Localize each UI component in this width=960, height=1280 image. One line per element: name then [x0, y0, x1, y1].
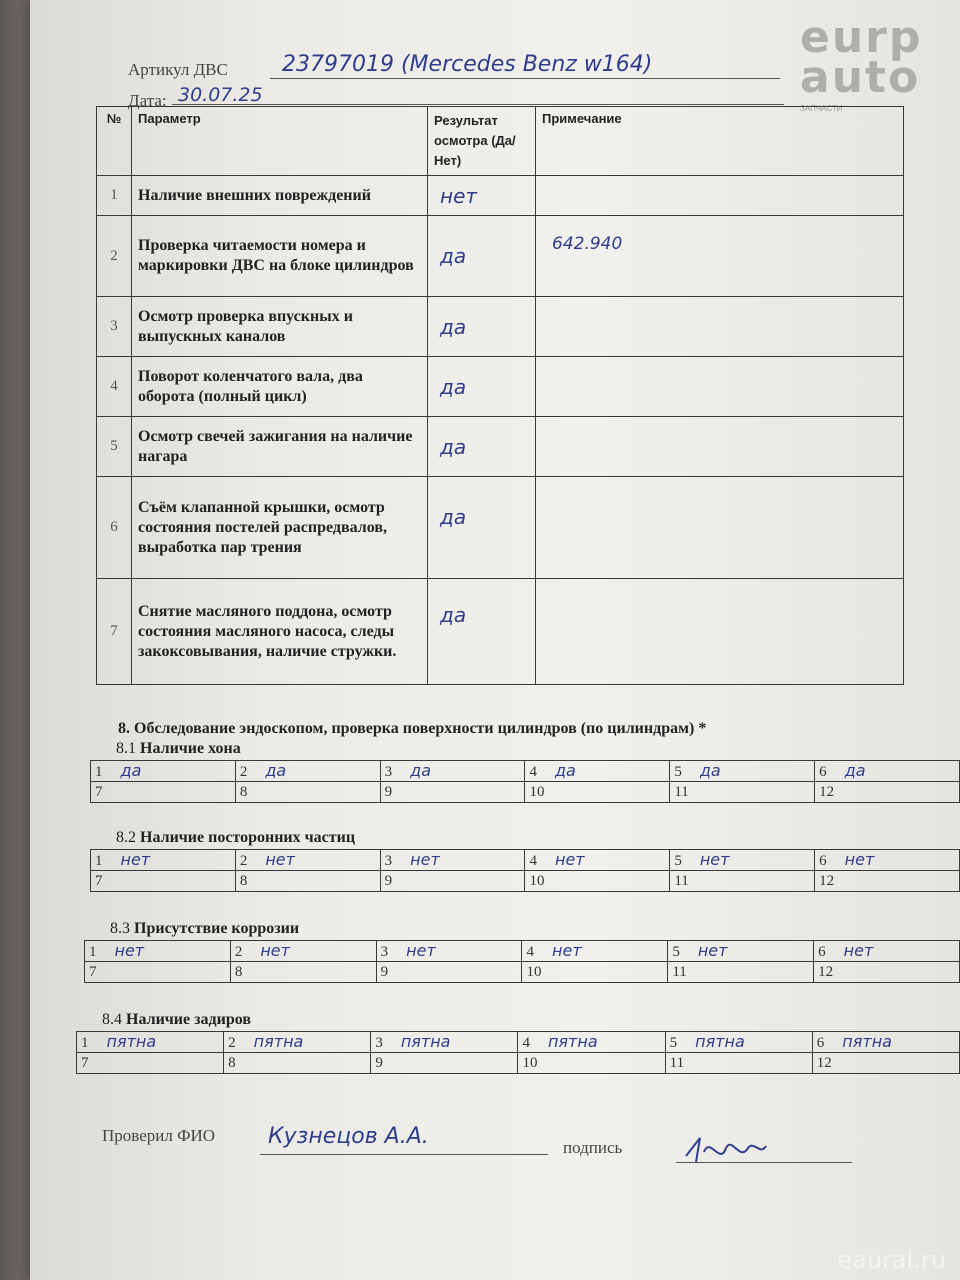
cylinder-table — [84, 940, 960, 983]
subsection-number: 8.1 — [116, 740, 136, 757]
checked-label: Проверил ФИО — [102, 1126, 216, 1145]
row-param: Снятие масляного поддона, осмотр состояния масляного насоса, следы закоксовывания, наличие стружки. — [132, 579, 428, 685]
row-note — [536, 477, 904, 579]
cylinder-cell — [522, 962, 668, 983]
cylinder-number: 9 — [380, 963, 389, 980]
cylinder-cell — [380, 761, 525, 782]
cylinder-cell — [371, 1032, 518, 1053]
cylinder-number: 8 — [239, 872, 248, 889]
subsection-label: Наличие хона — [140, 740, 241, 757]
cylinder-cell — [670, 761, 815, 782]
cylinder-number: 7 — [95, 783, 103, 800]
cylinder-cell — [85, 962, 231, 983]
table-row — [97, 357, 904, 417]
date-underline — [172, 104, 784, 105]
table-row — [97, 297, 904, 357]
cylinder-table — [90, 760, 960, 803]
row-num: 3 — [97, 297, 132, 357]
cylinder-number: 4 — [522, 1035, 530, 1051]
cylinder-row — [85, 941, 960, 962]
cylinder-number: 1 — [81, 1035, 89, 1051]
cylinder-table — [76, 1031, 960, 1074]
cylinder-result: нет — [114, 941, 145, 960]
row-param: Проверка читаемости номера и маркировки ДВС на блоке цилиндров — [132, 216, 428, 297]
cylinder-number: 1 — [89, 944, 97, 960]
logo-line2: auto — [800, 52, 921, 103]
cylinder-result: нет — [699, 850, 730, 869]
cylinder-cell — [380, 850, 525, 871]
cylinder-result: да — [265, 761, 287, 780]
row-num: 4 — [97, 357, 132, 417]
row-result: да — [428, 477, 536, 579]
cylinder-result: нет — [554, 850, 585, 869]
cylinder-cell — [670, 782, 815, 803]
sign-label: подпись — [563, 1138, 623, 1157]
cylinder-number: 11 — [672, 963, 687, 980]
cylinder-cell — [670, 850, 815, 871]
cylinder-cell — [376, 962, 522, 983]
cylinder-number: 12 — [819, 872, 835, 889]
section8-title: 8. Обследование эндоскопом, проверка поверхности цилиндров (по цилиндрам) * — [118, 720, 707, 737]
cylinder-cell — [525, 761, 670, 782]
cylinder-result: нет — [120, 850, 151, 869]
sign-underline — [676, 1162, 852, 1163]
logo-tagline: ЗАПЧАСТИ — [800, 104, 843, 113]
cylinder-cell — [525, 850, 670, 871]
cylinder-row — [77, 1032, 960, 1053]
cylinder-number: 4 — [529, 764, 537, 780]
cylinder-result: да — [120, 761, 142, 780]
cylinder-cell — [665, 1032, 812, 1053]
row-param: Осмотр проверка впускных и выпускных каналов — [132, 297, 428, 357]
cylinder-result: да — [844, 761, 866, 780]
inspection-table — [96, 106, 904, 685]
cylinder-number: 8 — [239, 783, 248, 800]
cylinder-number: 5 — [672, 944, 680, 960]
cylinder-cell — [380, 782, 525, 803]
cylinder-cell — [525, 782, 670, 803]
row-result: да — [428, 216, 536, 297]
cylinder-cell — [668, 941, 814, 962]
cylinder-result: нет — [406, 941, 436, 960]
cylinder-number: 7 — [81, 1054, 89, 1071]
cylinder-cell — [91, 782, 236, 803]
row-result: нет — [428, 176, 536, 216]
cylinder-number: 3 — [375, 1035, 383, 1051]
subsection-number: 8.3 — [110, 920, 130, 937]
cylinder-row — [85, 962, 960, 983]
cylinder-cell — [665, 1053, 812, 1074]
cylinder-number: 6 — [818, 944, 826, 960]
cylinder-number: 9 — [384, 783, 393, 800]
table-header-row — [97, 107, 904, 176]
row-note — [536, 176, 904, 216]
row-param: Поворот коленчатого вала, два оборота (полный цикл) — [132, 357, 428, 417]
row-num: 2 — [97, 216, 132, 297]
cylinder-number: 3 — [380, 944, 389, 960]
cylinder-number: 8 — [234, 963, 243, 980]
cylinder-number: 12 — [818, 963, 834, 980]
row-num: 6 — [97, 477, 132, 579]
signature-icon — [680, 1126, 770, 1176]
cylinder-number: 8 — [228, 1054, 236, 1071]
cylinder-number: 10 — [522, 1054, 538, 1071]
cylinder-cell — [85, 941, 231, 962]
cylinder-cell — [815, 850, 960, 871]
cylinder-cell — [815, 871, 960, 892]
cylinder-number: 11 — [674, 783, 689, 800]
date-value: 30.07.25 — [178, 84, 263, 106]
cylinder-row — [91, 761, 960, 782]
cylinder-number: 5 — [674, 853, 682, 869]
cylinder-cell — [814, 962, 960, 983]
cylinder-result: нет — [265, 850, 295, 869]
cylinder-number: 10 — [526, 963, 542, 980]
row-param: Съём клапанной крышки, осмотр состояния постелей распредвалов, выработка пар трения — [132, 477, 428, 579]
table-row — [97, 477, 904, 579]
row-result: да — [428, 297, 536, 357]
subsection-number: 8.4 — [102, 1011, 122, 1028]
cylinder-cell — [230, 941, 376, 962]
article-label: Артикул ДВС — [128, 60, 228, 79]
cylinder-number: 1 — [95, 764, 103, 780]
cylinder-number: 2 — [234, 944, 243, 960]
cylinder-result: пятна — [547, 1032, 598, 1051]
watermark: eaural.ru — [837, 1246, 946, 1274]
table-row — [97, 417, 904, 477]
table-row — [97, 579, 904, 685]
cylinder-cell — [224, 1032, 371, 1053]
cylinder-number: 7 — [95, 872, 103, 889]
row-result: да — [428, 417, 536, 477]
header-param: Параметр — [132, 107, 428, 176]
cylinder-number: 4 — [526, 944, 534, 960]
row-num: 1 — [97, 176, 132, 216]
cylinder-cell — [230, 962, 376, 983]
cylinder-number: 9 — [375, 1054, 383, 1071]
cylinder-cell — [77, 1053, 224, 1074]
cylinder-cell — [380, 871, 525, 892]
cylinder-cell — [812, 1032, 959, 1053]
row-param: Осмотр свечей зажигания на наличие нагара — [132, 417, 428, 477]
cylinder-row — [77, 1053, 960, 1074]
row-param: Наличие внешних повреждений — [132, 176, 428, 216]
cylinder-result: да — [554, 761, 576, 780]
cylinder-result: нет — [844, 850, 875, 869]
cylinder-number: 11 — [674, 872, 689, 889]
cylinder-number: 2 — [228, 1035, 236, 1051]
row-note — [536, 297, 904, 357]
subsection-number: 8.2 — [116, 829, 136, 846]
row-note — [536, 417, 904, 477]
cylinder-number: 5 — [674, 764, 682, 780]
row-note — [536, 357, 904, 417]
row-result: да — [428, 579, 536, 685]
cylinder-cell — [371, 1053, 518, 1074]
cylinder-cell — [518, 1032, 665, 1053]
subsection-title — [110, 920, 299, 938]
subsection-label: Наличие задиров — [126, 1011, 252, 1028]
row-num: 5 — [97, 417, 132, 477]
cylinder-table — [90, 849, 960, 892]
cylinder-cell — [235, 782, 380, 803]
cylinder-cell — [235, 871, 380, 892]
subsection-title — [102, 1011, 251, 1029]
cylinder-cell — [91, 761, 236, 782]
cylinder-number: 6 — [819, 853, 827, 869]
cylinder-cell — [522, 941, 668, 962]
checked-value: Кузнецов А.А. — [268, 1124, 429, 1149]
cylinder-number: 9 — [384, 872, 393, 889]
cylinder-result: да — [699, 761, 721, 780]
cylinder-cell — [518, 1053, 665, 1074]
company-logo — [800, 12, 923, 113]
cylinder-cell — [224, 1053, 371, 1074]
row-num: 7 — [97, 579, 132, 685]
article-underline — [270, 78, 780, 79]
logo-line1: eurp — [800, 12, 923, 63]
cylinder-number: 10 — [529, 872, 545, 889]
header-result: Результат осмотра (Да/Нет) — [428, 107, 536, 176]
cylinder-cell — [235, 850, 380, 871]
article-value: 23797019 (Mercedes Benz w164) — [282, 52, 653, 77]
cylinder-result: нет — [551, 941, 582, 960]
cylinder-cell — [91, 850, 236, 871]
row-note — [536, 579, 904, 685]
cylinder-number: 12 — [816, 1054, 832, 1071]
cylinder-number: 5 — [669, 1035, 678, 1051]
cylinder-row — [91, 782, 960, 803]
cylinder-number: 1 — [95, 853, 103, 869]
header-note: Примечание — [536, 107, 904, 176]
cylinder-number: 2 — [239, 764, 248, 780]
subsection-label: Присутствие коррозии — [134, 920, 300, 937]
cylinder-result: нет — [410, 850, 440, 869]
cylinder-number: 3 — [384, 764, 393, 780]
cylinder-cell — [814, 941, 960, 962]
cylinder-result: нет — [697, 941, 728, 960]
cylinder-number: 4 — [529, 853, 537, 869]
subsection-title — [116, 740, 241, 758]
cylinder-number: 7 — [89, 963, 97, 980]
cylinder-number: 12 — [819, 783, 835, 800]
subsection-label: Наличие посторонних частиц — [140, 829, 356, 846]
row-result: да — [428, 357, 536, 417]
table-row — [97, 216, 904, 297]
header-num: № — [97, 107, 132, 176]
cylinder-number: 10 — [529, 783, 545, 800]
subsection-title — [116, 829, 355, 847]
cylinder-cell — [235, 761, 380, 782]
cylinder-cell — [91, 871, 236, 892]
cylinder-row — [91, 850, 960, 871]
cylinder-cell — [815, 782, 960, 803]
cylinder-cell — [670, 871, 815, 892]
cylinder-result: пятна — [253, 1032, 304, 1051]
cylinder-result: нет — [260, 941, 290, 960]
cylinder-number: 6 — [816, 1035, 825, 1051]
cylinder-number: 6 — [819, 764, 827, 780]
cylinder-cell — [812, 1053, 959, 1074]
cylinder-cell — [77, 1032, 224, 1053]
cylinder-row — [91, 871, 960, 892]
cylinder-cell — [525, 871, 670, 892]
cylinder-cell — [376, 941, 522, 962]
cylinder-result: нет — [843, 941, 874, 960]
date-label: Дата: — [128, 91, 167, 110]
row-note: 642.940 — [536, 216, 904, 297]
table-row — [97, 176, 904, 216]
cylinder-number: 3 — [384, 853, 393, 869]
checked-underline — [260, 1154, 548, 1155]
cylinder-result: пятна — [695, 1032, 745, 1051]
cylinder-number: 2 — [239, 853, 248, 869]
cylinder-result: пятна — [842, 1032, 892, 1051]
cylinder-number: 11 — [669, 1054, 685, 1071]
cylinder-result: пятна — [400, 1032, 451, 1051]
cylinder-result: пятна — [106, 1032, 157, 1051]
cylinder-result: да — [410, 761, 432, 780]
cylinder-cell — [668, 962, 814, 983]
cylinder-cell — [815, 761, 960, 782]
